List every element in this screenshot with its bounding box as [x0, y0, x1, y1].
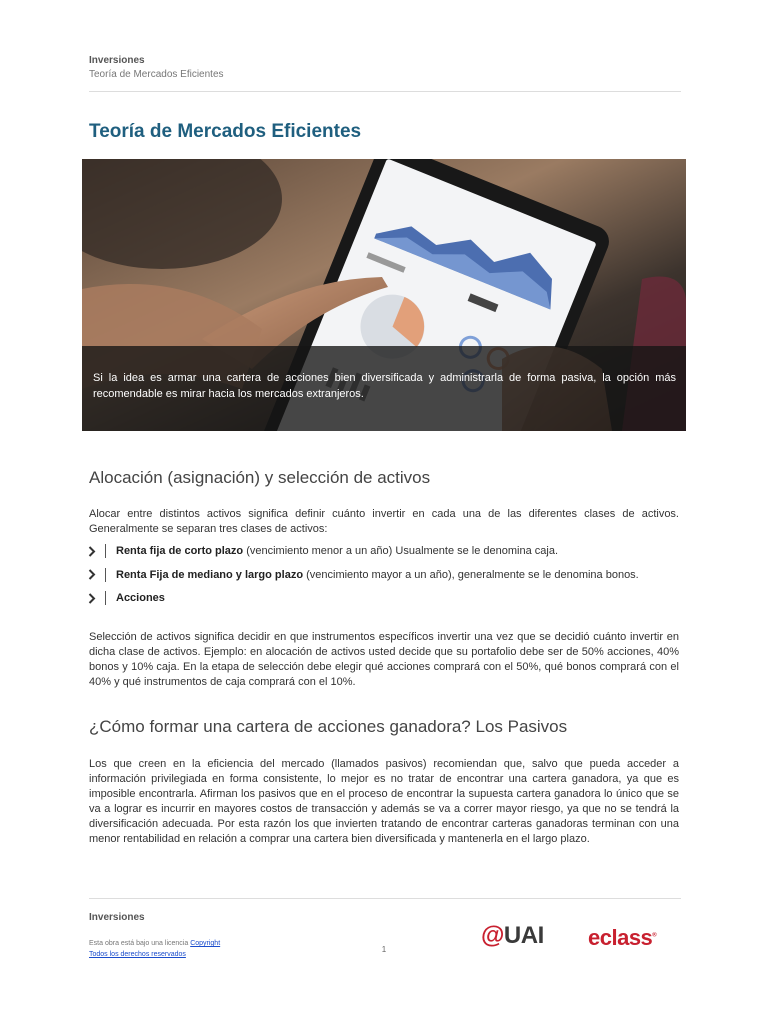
list-item	[86, 590, 686, 606]
eclass-logo-text: eclass	[588, 925, 653, 950]
chevron-right-icon	[86, 590, 98, 606]
page-header	[89, 54, 681, 82]
page-number: 1	[381, 945, 387, 954]
divider-bar	[105, 591, 106, 605]
license-text: Esta obra está bajo una licencia	[89, 940, 191, 947]
header-divider	[89, 91, 681, 92]
uai-logo-text: UAI	[503, 922, 544, 949]
hero-caption-text: Si la idea es armar una cartera de acciones bien diversificada y administrarla de forma pasiva, la opción más recomendable es mirar hacia los mercados extranjeros.	[93, 372, 676, 400]
list-item-text	[116, 545, 558, 557]
list-item-bold: Renta Fija de mediano y largo plazo	[116, 568, 304, 581]
page-title: Teoría de Mercados Eficientes	[89, 121, 362, 142]
header-subtitle: Teoría de Mercados Eficientes	[89, 69, 224, 80]
footer-course: Inversiones	[89, 912, 145, 923]
list-item-text	[116, 592, 165, 604]
hero-image	[82, 159, 686, 431]
asset-class-list	[86, 543, 686, 614]
chevron-right-icon	[86, 543, 98, 559]
list-item-bold: Renta fija de corto plazo	[116, 545, 244, 557]
hero-caption	[82, 346, 686, 431]
eclass-logo-reg: ®	[652, 932, 657, 939]
list-item	[86, 543, 686, 559]
section-heading-alocacion: Alocación (asignación) y selección de activos	[89, 468, 431, 487]
copyright-link[interactable]: Copyright	[190, 940, 221, 947]
rights-link[interactable]: Todos los derechos reservados	[89, 951, 186, 958]
uai-logo-at: @	[481, 922, 504, 949]
list-item-rest: (vencimiento menor a un año) Usualmente se le denomina caja.	[243, 545, 559, 557]
divider-bar	[105, 568, 106, 582]
chevron-right-icon	[86, 567, 98, 583]
paragraph-pasivos: Los que creen en la eficiencia del mercado (llamados pasivos) recomiendan que, salvo que pueda acceder a información privilegiada en forma consistente, lo mejor es no tratar de encontrar una cartera ganadora, ya que es imposible encontrarla. Afirman los pasivos que en el proceso de encontrar la supuesta cartera ganadora lo único que se va a lograr es incurrir en mayores costos de transacción y además se va a correr mayor riesgo, ya que no se tendrá la diversificación adecuada. Por esta razón los que invierten tratando de encontrar carteras ganadoras terminan con una menor rentabilidad en relación a comprar una cartera bien diversificada y mantenerla en el largo plazo.	[89, 758, 679, 845]
footer-divider	[89, 898, 681, 899]
divider-bar	[105, 544, 106, 558]
list-item-bold: Acciones	[116, 592, 165, 604]
list-item-text	[116, 569, 639, 581]
list-item-rest: (vencimiento mayor a un año), generalmente se le denomina bonos.	[303, 568, 639, 581]
paragraph-seleccion: Selección de activos significa decidir en que instrumentos específicos invertir una vez que se decidió cuánto invertir en dicha clase de activos. Ejemplo: en alocación de activos usted decide que su portafolio debe ser de 50% acciones, 40% bonos y 10% caja. En la etapa de selección debe elegir qué acciones comprará con el 50%, qué bonos comprará con el 40% y qué instrumentos de caja comprará con el 10%.	[89, 631, 679, 688]
section-heading-pasivos: ¿Cómo formar una cartera de acciones ganadora? Los Pasivos	[89, 717, 568, 736]
list-item	[86, 567, 686, 583]
paragraph-alocacion-intro: Alocar entre distintos activos significa definir cuánto invertir en cada una de las diferentes clases de activos. Generalmente se separan tres clases de activos:	[89, 508, 679, 535]
header-course: Inversiones	[89, 55, 145, 66]
